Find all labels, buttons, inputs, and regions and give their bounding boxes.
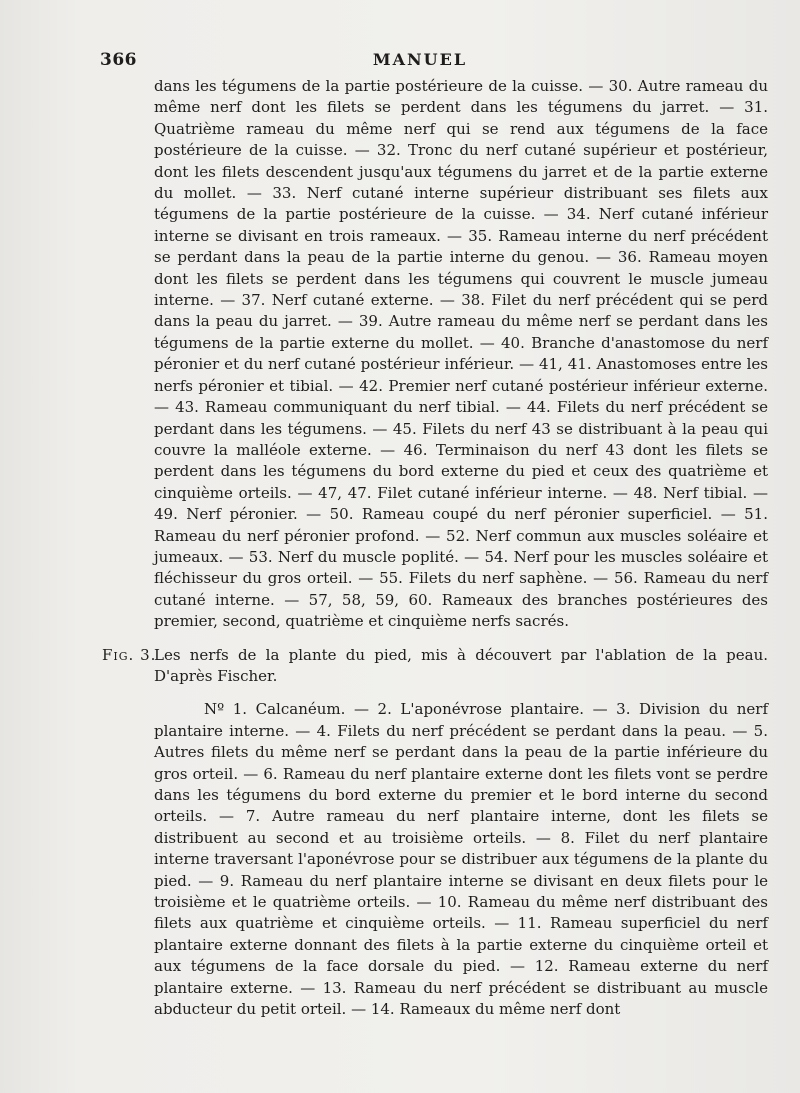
figure-caption-text: Les nerfs de la plante du pied, mis à découvert par l'ablation de la peau. D'après Fischer.: [154, 645, 768, 685]
legend-paragraph-fig3: Nº 1. Calcanéum. — 2. L'aponévrose plantaire. — 3. Division du nerf plantaire interne. — 4. Filets du nerf précédent se perdant dans la peau. — 5. Autres filets du même nerf se perdant dans la peau de la partie inférieure du gros orteil. — 6. Rameau du nerf plantaire externe dont les filets vont se perdre dans les tégumens du bord externe du premier et le bord interne du second orteils. — 7. Autre rameau du nerf plantaire interne, dont les filets se distribuent au second et au troisième orteils. — 8. Filet du nerf plantaire interne traversant l'aponévrose pour se distribuer aux tégumens de la plante du pied. — 9. Rameau du nerf plantaire interne se divisant en deux filets pour le troisième et le quatrième orteils. — 10. Rameau du même nerf distribuant des filets aux quatrième et cinquième orteils. — 11. Rameau superficiel du nerf plantaire externe donnant des filets à la partie externe du cinquième orteil et aux tégumens de la face dorsale du pied. — 12. Rameau externe du nerf plantaire externe. — 13. Rameau du nerf précédent se distribuant au muscle abducteur du petit orteil. — 14. Rameaux du même nerf dont: [154, 700, 768, 1019]
figure-label: Fig. 3.: [102, 645, 157, 664]
legend-paragraph-continued: dans les tégumens de la partie postérieure de la cuisse. — 30. Autre rameau du même nerf dont les filets se perdent dans les tégumens du jarret. — 31. Quatrième rameau du même nerf qui se rend aux tégumens de la face postérieure de la cuisse. — 32. Tronc du nerf cutané supérieur et postérieur, dont les filets descendent jusqu'aux tégumens du jarret et de la partie externe du mollet. — 33. Nerf cutané interne supérieur distribuant ses filets aux tégumens de la partie postérieure de la cuisse. — 34. Nerf cutané inférieur interne se divisant en trois rameaux. — 35. Rameau interne du nerf précédent se perdant dans la peau de la partie interne du genou. — 36. Rameau moyen dont les filets se perdent dans les tégumens qui couvrent le muscle jumeau interne. — 37. Nerf cutané externe. — 38. Filet du nerf précédent qui se perd dans la peau du jarret. — 39. Autre rameau du même nerf se perdant dans les tégumens de la partie externe du mollet. — 40. Branche d'anastomose du nerf péronier et du nerf cutané postérieur inférieur. — 41, 41. Anastomoses entre les nerfs péronier et tibial. — 42. Premier nerf cutané postérieur inférieur externe. — 43. Rameau communiquant du nerf tibial. — 44. Filets du nerf précédent se perdant dans les tégumens. — 45. Filets du nerf 43 se distribuant à la peau qui couvre la malléole externe. — 46. Terminaison du nerf 43 dont les filets se perdent dans les tégumens du bord externe du pied et ceux des quatrième et cinquième orteils. — 47, 47. Filet cutané inférieur interne. — 48. Nerf tibial. — 49. Nerf péronier. — 50. Rameau coupé du nerf péronier superficiel. — 51. Rameau du nerf péronier profond. — 52. Nerf commun aux muscles soléaire et jumeaux. — 53. Nerf du muscle poplité. — 54. Nerf pour les muscles soléaire et fléchisseur du gros orteil. — 55. Filets du nerf saphène. — 56. Rameau du nerf cutané interne. — 57, 58, 59, 60. Rameaux des branches postérieures des premier, second, quatrième et cinquième nerfs sacrés.: [154, 77, 768, 631]
figure-caption: [102, 645, 768, 688]
page-number: 366: [100, 50, 137, 70]
running-title: MANUEL: [372, 50, 468, 69]
page-header: [100, 50, 740, 72]
page-body: [102, 76, 768, 1020]
